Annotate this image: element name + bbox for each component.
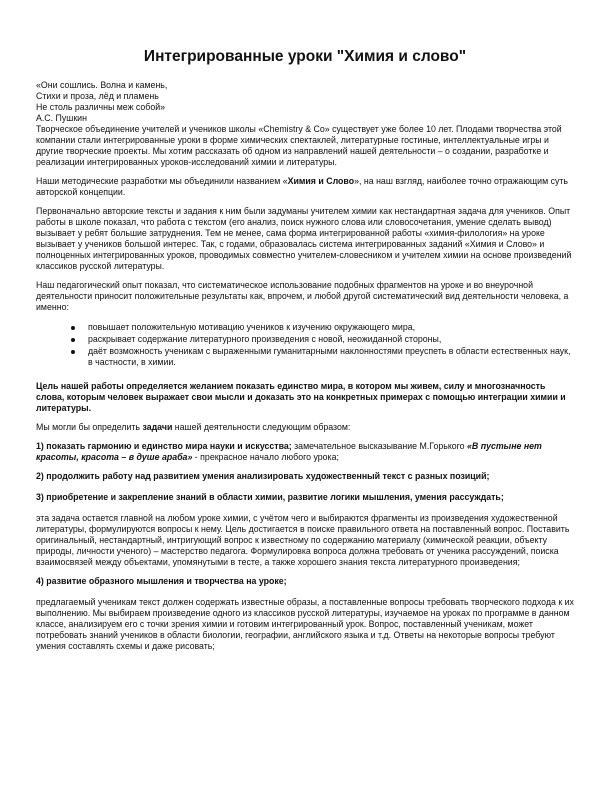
task-2-heading: 2) продолжить работу над развитием умения анализировать художественный текст с разных позиций; (36, 471, 490, 481)
epigraph (36, 80, 574, 124)
tasks-intro (36, 422, 574, 433)
concept-name: Химия и Слово (287, 176, 355, 186)
page-title: Интегрированные уроки "Химия и слово" (143, 48, 467, 65)
paragraph-intro: Творческое объединение учителей и учеников школы «Chemistry & Co» существует уже более 10 лет. Плодами творчества этой компании стали интегрированные уроки в форме химических спектаклей, литературные гостиные, интеллектуальные игры и другие творческие проекты. Мы хотим рассказать об одном из направлений нашей деятельности – о создании, разработке и реализации интегрированных уроков-исследований химии и литературы. (36, 124, 562, 167)
tasks-intro-text: нашей деятельности следующим образом: (172, 422, 351, 432)
task-4-heading: 4) развитие образного мышления и творчества на уроке; (36, 576, 287, 586)
tasks-intro-text: Мы могли бы определить (36, 422, 143, 432)
task-1-text: - прекрасное начало любого урока; (192, 452, 339, 462)
list-item: даёт возможность ученикам с выраженными гуманитарными наклонностями преуспеть в области естественных наук, в частности, в химии. (84, 346, 574, 368)
paragraph-concept-text: », на наш взгляд, наиболее точно отражающим суть авторской концепции. (36, 176, 568, 197)
goal-statement: Цель нашей работы определяется желанием показать единство мира, в котором мы живем, силу и многозначность слова, которым человек выражает свои мысли и доказать это на конкретных примерах с помощью интеграции химии и литературы. (36, 381, 566, 413)
epigraph-line: «Они сошлись. Волна и камень, (36, 80, 168, 90)
benefits-list (36, 322, 574, 368)
tasks-word: задачи (142, 422, 173, 432)
gorky-quote: «В пустыне нет красоты, красота – в душе араба» (36, 441, 542, 462)
paragraph-history: Первоначально авторские тексты и задания к ним были задуманы учителем химии как нестандартная задача для учеников. Опыт работы в школе показал, что работа с текстом (его анализ, поиск нужного слова или словосочетания, умение сделать вывод) вызывает у ребят большие затруднения. Тем не менее, сама форма интегрированной работы «химия-филология» на уроке вызывает у учеников большой интерес. Так, с годами, образовалась система интегрированных заданий «Химия и Слово» и полноценных интегрированных уроков, проводимых совместно учителем-словесником и учителем химии на основе произведений классиков русской литературы. (36, 206, 572, 271)
task-1-heading: 1) показать гармонию и единство мира науки и искусства; (36, 441, 292, 451)
task-1-text: замечательное высказывание М.Горького (291, 441, 468, 451)
list-item: повышает положительную мотивацию учеников к изучению окружающего мира, (84, 322, 574, 333)
epigraph-author: А.С. Пушкин (36, 113, 87, 123)
paragraph-concept-text: Наши методические разработки мы объединили названием « (36, 176, 288, 186)
task-4-text: предлагаемый ученикам текст должен содержать известные образы, а поставленные вопросы требовать творческого подхода к их выполнению. Мы выбираем произведение одного из классиков русской литературы, изучаемое на уроках по программе в данном классе, анализируем его с точки зрения химии и готовим интегрированный урок. Вопрос, поставленный ученикам, может потребовать знаний учеников в области биологии, географии, английского языка и т.д. Ответы на некоторые вопросы требуют умения составлять схемы и даже рисовать; (36, 597, 574, 651)
paragraph-experience: Наш педагогический опыт показал, что систематическое использование подобных фрагментов на уроке и во внеурочной деятельности приносит положительные результаты как, впрочем, и любой другой систематический вид деятельности человека, а именно: (36, 280, 569, 312)
task-1 (36, 441, 574, 463)
list-item: раскрывает содержание литературного произведения с новой, неожиданной стороны, (84, 334, 574, 345)
task-3-text: эта задача остается главной на любом уроке химии, с учётом чего и выбираются фрагменты из произведения художественной литературы, формулируются вопросы к нему. Цель достигается в поиске правильного ответа на поставленный вопрос. Поставить оригинальный, нестандартный, интригующий вопрос к известному по содержанию материалу (химической реакции, объекту природы, личности ученого) – мастерство педагога. Формулировка вопроса должна требовать от ученика рассуждений, поиска взаимосвязей между объектами, упомянутыми в тесте, а также хорошего знания текста литературного произведения; (36, 513, 570, 567)
epigraph-line: Не столь различны меж собой» (36, 102, 166, 112)
epigraph-line: Стихи и проза, лёд и пламень (36, 91, 159, 101)
paragraph-concept (36, 176, 574, 198)
task-3-heading: 3) приобретение и закрепление знаний в области химии, развитие логики мышления, умения рассуждать; (36, 492, 504, 502)
